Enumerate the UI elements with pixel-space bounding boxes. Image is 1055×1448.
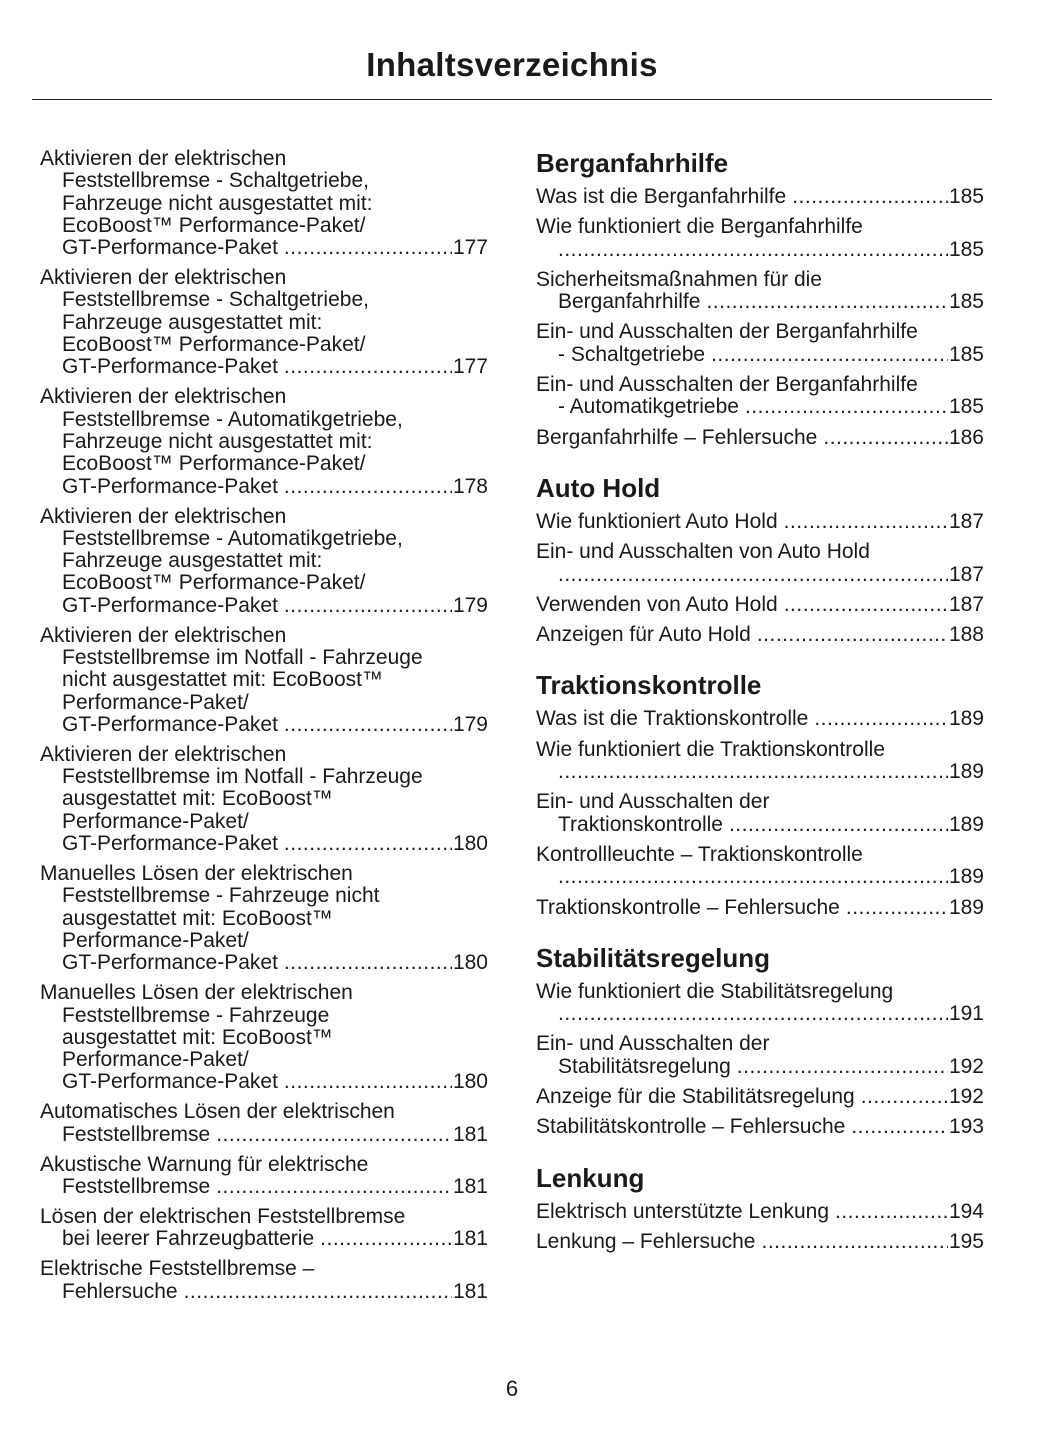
dot-leader xyxy=(320,1228,452,1250)
toc-entry-last-line xyxy=(40,952,488,974)
toc-entry[interactable] xyxy=(40,863,488,974)
toc-entry-line: Aktivieren der elektrischen xyxy=(40,147,287,170)
toc-entry-line: Performance-Paket/ xyxy=(62,809,249,833)
toc-page-number: 189 xyxy=(948,760,984,784)
toc-entry[interactable] xyxy=(536,739,984,784)
toc-entry[interactable] xyxy=(536,186,984,208)
toc-entry-text: Anzeigen für Auto Hold xyxy=(536,623,751,647)
toc-entry[interactable] xyxy=(40,506,488,617)
toc-entry-last-line xyxy=(536,594,984,616)
dot-leader xyxy=(284,595,452,617)
dot-leader xyxy=(284,356,452,378)
toc-entry[interactable] xyxy=(536,624,984,646)
toc-entry-line: Fahrzeuge nicht ausgestattet mit: xyxy=(62,429,373,453)
toc-entry-line: Kontrollleuchte – Traktionskontrolle xyxy=(536,842,863,866)
toc-entry-line: EcoBoost™ Performance-Paket/ xyxy=(62,333,366,357)
toc-entry-last-line xyxy=(536,1003,984,1025)
toc-entry-line: Ein- und Ausschalten der Berganfahrhilfe xyxy=(536,373,918,397)
toc-entry[interactable] xyxy=(536,791,984,836)
toc-entry[interactable] xyxy=(40,148,488,259)
dot-leader xyxy=(745,396,948,418)
toc-page-number: 177 xyxy=(452,355,488,379)
toc-entry[interactable] xyxy=(40,267,488,378)
toc-page-number: 185 xyxy=(948,185,984,208)
toc-entry-last-line xyxy=(536,866,984,888)
page-title: Inhaltsverzeichnis xyxy=(366,46,658,83)
dot-leader xyxy=(184,1281,452,1303)
toc-entry-line: Fahrzeuge ausgestattet mit: xyxy=(62,549,323,573)
toc-entry-line: Manuelles Lösen der elektrischen xyxy=(40,981,353,1005)
dot-leader xyxy=(284,952,452,974)
dot-leader xyxy=(729,814,948,836)
toc-entry-line: Feststellbremse - Automatikgetriebe, xyxy=(62,407,403,431)
section-heading: Auto Hold xyxy=(536,472,661,503)
dot-leader xyxy=(851,1116,948,1138)
dot-leader xyxy=(784,511,948,533)
toc-entry[interactable] xyxy=(536,1231,984,1253)
toc-entry-last-line xyxy=(536,814,984,836)
toc-entry-text: GT-Performance-Paket xyxy=(62,951,278,975)
toc-entry-line: Feststellbremse - Schaltgetriebe, xyxy=(62,288,369,312)
toc-page-number: 187 xyxy=(948,509,984,533)
dot-leader xyxy=(284,714,452,736)
toc-entry-last-line xyxy=(40,237,488,259)
toc-entry-text: Was ist die Traktionskontrolle xyxy=(536,707,809,731)
toc-entry-last-line xyxy=(536,564,984,586)
toc-entry-last-line xyxy=(536,1201,984,1223)
toc-entry-line: Elektrische Feststellbremse – xyxy=(40,1257,315,1281)
toc-page-number: 185 xyxy=(948,237,984,261)
toc-entry-line: Feststellbremse im Notfall - Fahrzeuge xyxy=(62,765,423,789)
toc-entry-last-line xyxy=(536,186,984,208)
toc-entry-line: Feststellbremse - Schaltgetriebe, xyxy=(62,169,369,193)
toc-entry-text: Traktionskontrolle – Fehlersuche xyxy=(536,895,840,919)
toc-entry-text: Feststellbremse xyxy=(62,1174,211,1198)
toc-entry[interactable] xyxy=(40,982,488,1093)
toc-entry-line: Wie funktioniert die Berganfahrhilfe xyxy=(536,215,863,239)
toc-entry-text: Berganfahrhilfe xyxy=(558,290,701,314)
toc-page-number: 194 xyxy=(948,1199,984,1223)
dot-leader xyxy=(558,866,948,888)
dot-leader xyxy=(706,291,948,313)
toc-entry-text: GT-Performance-Paket xyxy=(62,832,278,856)
toc-entry-line: Fahrzeuge nicht ausgestattet mit: xyxy=(62,191,373,215)
toc-entry-text: GT-Performance-Paket xyxy=(62,712,278,736)
toc-entry[interactable] xyxy=(40,744,488,855)
toc-page-number: 178 xyxy=(452,474,488,498)
toc-entry-line: Feststellbremse - Fahrzeuge nicht xyxy=(62,884,380,908)
toc-entry-text: Fehlersuche xyxy=(62,1279,178,1303)
toc-entry[interactable] xyxy=(536,216,984,261)
toc-entry-line: Performance-Paket/ xyxy=(62,1048,249,1072)
toc-entry-last-line xyxy=(536,291,984,313)
toc-entry-line: EcoBoost™ Performance-Paket/ xyxy=(62,571,366,595)
toc-entry[interactable] xyxy=(40,1154,488,1199)
toc-entry[interactable] xyxy=(536,541,984,586)
toc-entry-text: GT-Performance-Paket xyxy=(62,474,278,498)
toc-entry-last-line xyxy=(40,476,488,498)
toc-page-number: 192 xyxy=(948,1054,984,1078)
toc-entry-last-line xyxy=(536,239,984,261)
toc-entry[interactable] xyxy=(536,981,984,1026)
toc-entry-line: Fahrzeuge ausgestattet mit: xyxy=(62,310,323,334)
dot-leader xyxy=(737,1056,948,1078)
toc-entry[interactable] xyxy=(40,1101,488,1146)
toc-entry-text: GT-Performance-Paket xyxy=(62,1070,278,1094)
toc-entry-last-line xyxy=(40,833,488,855)
toc-entry-line: ausgestattet mit: EcoBoost™ xyxy=(62,787,333,811)
toc-page-number: 186 xyxy=(948,425,984,449)
toc-entry-line: Aktivieren der elektrischen xyxy=(40,742,287,766)
dot-leader xyxy=(835,1201,948,1223)
toc-entry[interactable] xyxy=(536,1086,984,1108)
toc-entry-line: Performance-Paket/ xyxy=(62,928,249,952)
toc-entry-last-line xyxy=(40,1228,488,1250)
toc-entry-text: - Automatikgetriebe xyxy=(558,395,739,419)
toc-entry-text: Verwenden von Auto Hold xyxy=(536,592,778,616)
toc-entry[interactable] xyxy=(536,321,984,366)
toc-entry-line: nicht ausgestattet mit: EcoBoost™ xyxy=(62,668,383,692)
dot-leader xyxy=(792,186,948,208)
toc-entry[interactable] xyxy=(40,625,488,736)
toc-entry-last-line xyxy=(536,427,984,449)
toc-page-number: 185 xyxy=(948,395,984,419)
toc-entry-last-line xyxy=(536,396,984,418)
toc-entry-text: - Schaltgetriebe xyxy=(558,342,706,366)
toc-entry-line: Feststellbremse im Notfall - Fahrzeuge xyxy=(62,645,423,669)
section-heading: Stabilitätsregelung xyxy=(536,942,771,973)
toc-entry[interactable] xyxy=(536,1033,984,1078)
toc-page-number: 193 xyxy=(948,1115,984,1139)
toc-page-number: 192 xyxy=(948,1085,984,1109)
toc-page-number: 179 xyxy=(452,712,488,736)
toc-entry[interactable] xyxy=(536,844,984,889)
toc-entry-line: Wie funktioniert die Stabilitätsregelung xyxy=(536,979,894,1003)
toc-entry-last-line xyxy=(536,1231,984,1253)
toc-page-number: 189 xyxy=(948,895,984,919)
toc-entry[interactable] xyxy=(40,386,488,497)
dot-leader xyxy=(558,239,948,261)
toc-entry-last-line xyxy=(40,1281,488,1303)
toc-entry-line: Ein- und Ausschalten von Auto Hold xyxy=(536,540,870,564)
toc-page-number: 189 xyxy=(948,812,984,836)
toc-entry-line: Aktivieren der elektrischen xyxy=(40,385,287,409)
toc-entry-line: Akustische Warnung für elektrische xyxy=(40,1152,369,1176)
toc-entry[interactable] xyxy=(536,1116,984,1138)
toc-entry-last-line xyxy=(40,356,488,378)
toc-entry-line: Sicherheitsmaßnahmen für die xyxy=(536,267,822,291)
toc-page-number: 191 xyxy=(948,1002,984,1026)
toc-entry[interactable] xyxy=(536,374,984,419)
toc-page-number: 179 xyxy=(452,593,488,617)
toc-section xyxy=(536,473,984,646)
toc-page-number: 189 xyxy=(948,865,984,889)
toc-page-number: 185 xyxy=(948,290,984,314)
toc-entry[interactable] xyxy=(536,594,984,616)
toc-entry-line: Aktivieren der elektrischen xyxy=(40,504,287,528)
toc-page-number: 180 xyxy=(452,1070,488,1094)
toc-entry-last-line xyxy=(536,511,984,533)
toc-page-number: 185 xyxy=(948,342,984,366)
toc-entry-last-line xyxy=(536,708,984,730)
toc-page-number: 188 xyxy=(948,623,984,647)
dot-leader xyxy=(784,594,948,616)
dot-leader xyxy=(861,1086,948,1108)
toc-entry-last-line xyxy=(536,1086,984,1108)
toc-entry[interactable] xyxy=(536,897,984,919)
toc-entry-last-line xyxy=(536,897,984,919)
toc-entry-line: Aktivieren der elektrischen xyxy=(40,623,287,647)
dot-leader xyxy=(814,708,948,730)
dot-leader xyxy=(846,897,948,919)
toc-page-number: 181 xyxy=(452,1174,488,1198)
toc-entry[interactable] xyxy=(536,269,984,314)
toc-entry-line: ausgestattet mit: EcoBoost™ xyxy=(62,1025,333,1049)
toc-entry-last-line xyxy=(536,624,984,646)
toc-entry-text: Stabilitätskontrolle – Fehlersuche xyxy=(536,1115,846,1139)
dot-leader xyxy=(284,237,452,259)
dot-leader xyxy=(216,1176,452,1198)
toc-section xyxy=(536,670,984,918)
dot-leader xyxy=(284,833,452,855)
toc-entry-text: Lenkung – Fehlersuche xyxy=(536,1229,756,1253)
toc-entry-line: Wie funktioniert die Traktionskontrolle xyxy=(536,737,885,761)
toc-page-number: 195 xyxy=(948,1229,984,1253)
toc-entry-last-line xyxy=(40,1124,488,1146)
toc-entry[interactable] xyxy=(536,511,984,533)
toc-entry-last-line xyxy=(40,1176,488,1198)
toc-entry[interactable] xyxy=(40,1206,488,1251)
toc-left-column xyxy=(40,148,488,1311)
toc-entry-last-line xyxy=(40,1071,488,1093)
toc-entry-text: bei leerer Fahrzeugbatterie xyxy=(62,1227,315,1251)
toc-entry-text: Berganfahrhilfe – Fehlersuche xyxy=(536,425,818,449)
toc-entry-line: Feststellbremse - Automatikgetriebe, xyxy=(62,526,403,550)
dot-leader xyxy=(284,1071,452,1093)
toc-section xyxy=(536,148,984,449)
toc-entry-text: GT-Performance-Paket xyxy=(62,355,278,379)
toc-right-column xyxy=(536,148,984,1277)
toc-page-number: 181 xyxy=(452,1279,488,1303)
toc-entry-line: Automatisches Lösen der elektrischen xyxy=(40,1100,395,1124)
toc-page-number: 177 xyxy=(452,236,488,260)
toc-section xyxy=(536,943,984,1139)
dot-leader xyxy=(757,624,948,646)
toc-entry-text: GT-Performance-Paket xyxy=(62,593,278,617)
toc-entry-line: EcoBoost™ Performance-Paket/ xyxy=(62,452,366,476)
toc-entry-last-line xyxy=(536,344,984,366)
dot-leader xyxy=(711,344,948,366)
toc-entry[interactable] xyxy=(536,708,984,730)
toc-page-number: 187 xyxy=(948,592,984,616)
toc-entry-last-line xyxy=(536,1056,984,1078)
dot-leader xyxy=(558,761,948,783)
toc-entry-line: Ein- und Ausschalten der xyxy=(536,1032,770,1056)
toc-entry-text: Wie funktioniert Auto Hold xyxy=(536,509,778,533)
toc-page-number: 180 xyxy=(452,951,488,975)
toc-page-number: 181 xyxy=(452,1227,488,1251)
toc-entry-line: Aktivieren der elektrischen xyxy=(40,266,287,290)
toc-page-number: 187 xyxy=(948,562,984,586)
toc-entry-text: Feststellbremse xyxy=(62,1122,211,1146)
toc-entry-line: ausgestattet mit: EcoBoost™ xyxy=(62,906,333,930)
toc-entry-text: GT-Performance-Paket xyxy=(62,236,278,260)
toc-entry-line: Feststellbremse - Fahrzeuge xyxy=(62,1003,330,1027)
toc-entry-last-line xyxy=(40,714,488,736)
dot-leader xyxy=(762,1231,948,1253)
dot-leader xyxy=(823,427,948,449)
dot-leader xyxy=(558,564,948,586)
toc-entry-line: Lösen der elektrischen Feststellbremse xyxy=(40,1204,406,1228)
dot-leader xyxy=(216,1124,452,1146)
section-heading: Lenkung xyxy=(536,1162,645,1193)
toc-entry-text: Was ist die Berganfahrhilfe xyxy=(536,185,787,208)
section-heading: Traktionskontrolle xyxy=(536,670,762,701)
toc-entry-line: Ein- und Ausschalten der xyxy=(536,790,770,814)
toc-section xyxy=(536,1163,984,1254)
page-number: 6 xyxy=(505,1376,519,1401)
toc-entry[interactable] xyxy=(536,427,984,449)
toc-page-number: 181 xyxy=(452,1122,488,1146)
toc-entry-line: Ein- und Ausschalten der Berganfahrhilfe xyxy=(536,320,918,344)
toc-entry-last-line xyxy=(536,1116,984,1138)
toc-entry[interactable] xyxy=(536,1201,984,1223)
toc-entry-line: EcoBoost™ Performance-Paket/ xyxy=(62,213,366,237)
toc-entry-text: Stabilitätsregelung xyxy=(558,1054,731,1078)
title-divider xyxy=(32,99,992,100)
toc-entry-last-line xyxy=(40,595,488,617)
section-heading: Berganfahrhilfe xyxy=(536,148,729,178)
toc-entry[interactable] xyxy=(40,1258,488,1303)
toc-page-number: 180 xyxy=(452,832,488,856)
toc-entry-text: Traktionskontrolle xyxy=(558,812,723,836)
toc-entry-text: Elektrisch unterstützte Lenkung xyxy=(536,1199,829,1223)
toc-entry-line: Performance-Paket/ xyxy=(62,690,249,714)
toc-page-number: 189 xyxy=(948,707,984,731)
toc-entry-text: Anzeige für die Stabilitätsregelung xyxy=(536,1085,855,1109)
toc-entry-line: Manuelles Lösen der elektrischen xyxy=(40,862,353,886)
toc-entry-last-line xyxy=(536,761,984,783)
dot-leader xyxy=(284,476,452,498)
dot-leader xyxy=(558,1003,948,1025)
